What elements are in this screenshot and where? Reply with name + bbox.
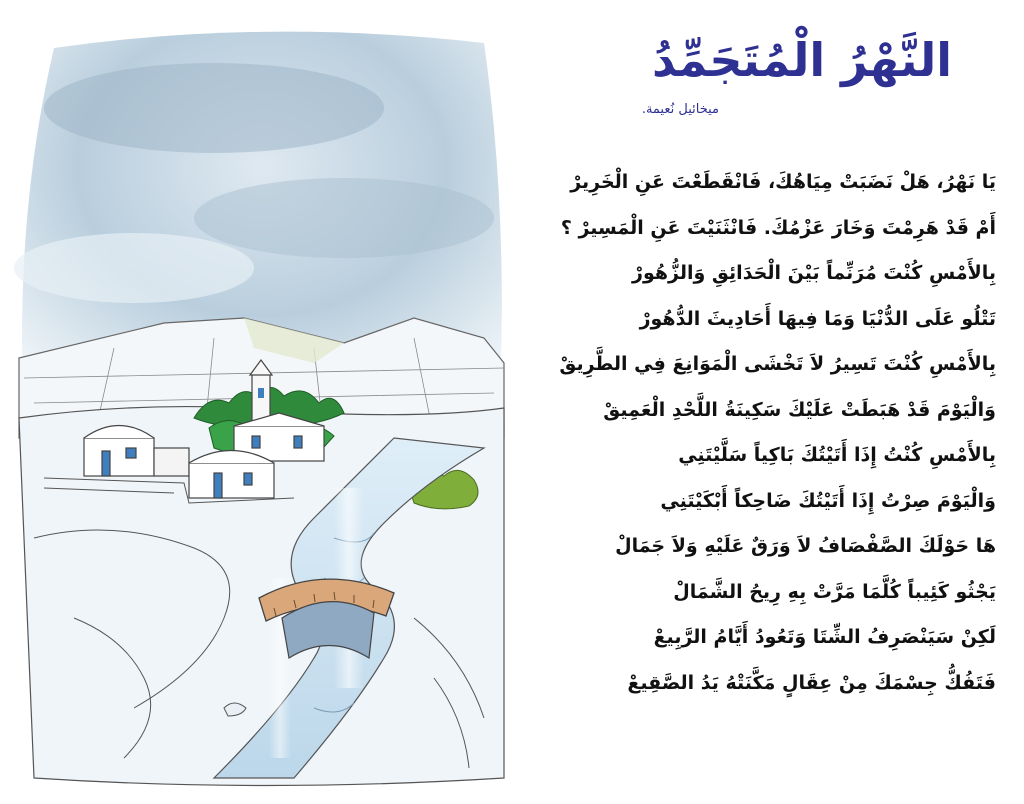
poem-verse: أَمْ قَدْ هَرِمْتَ وَخَارَ عَزْمُكَ. فَانْثَنَيْتَ عَنِ الْمَسِيرْ ؟ <box>560 216 996 239</box>
poem-verse: لَكِنْ سَيَنْصَرِفُ الشِّتَا وَتَعُودُ أَيَّامُ الرَّبِيعْ <box>653 626 996 648</box>
poem-body <box>526 160 996 706</box>
poem-verse: تَتْلُو عَلَى الدُّنْيَا وَمَا فِيهَا أَحَادِيثَ الدُّهُورْ <box>639 307 996 330</box>
frozen-river-illustration <box>14 18 514 788</box>
poem-verse: هَا حَوْلَكَ الصَّفْصَافُ لاَ وَرَقٌ عَلَيْهِ وَلاَ جَمَالْ <box>615 535 996 557</box>
landscape-drawing <box>14 18 514 788</box>
poem-verse: وَالْيَوْمَ قَدْ هَبَطَتْ عَلَيْكَ سَكِينَةُ اللَّحْدِ الْعَمِيقْ <box>603 398 996 421</box>
poem-verse: بِالأَمْسِ كُنْتَ مُرَنِّماً بَيْنَ الْحَدَائِقِ وَالزُّهُورْ <box>632 262 996 284</box>
poem-title: النَّهْرُ الْمُتَجَمِّدُ <box>651 33 952 87</box>
cloud-dark <box>194 178 494 258</box>
poem-verse: وَالْيَوْمَ صِرْتُ إِذَا أَتَيْتُكَ ضَاحِكاً أَبْكَيْتَنِي <box>660 489 996 512</box>
poem-author: ميخائيل نُعيمة. <box>641 102 719 117</box>
poem-verse: بِالأَمْسِ كُنْتُ إِذَا أَتَيْتُكَ بَاكِياً سَلَّيْتَنِي <box>678 444 996 466</box>
poem-verse: بِالأَمْسِ كُنْتَ تَسِيرُ لاَ تَخْشَى الْمَوَانِعَ فِي الطَّرِيقْ <box>559 353 996 375</box>
cloud-dark <box>44 63 384 153</box>
poem-verse: فَتَفُكُّ جِسْمَكَ مِنْ عِقَالٍ مَكَّنَتْهُ يَدُ الصَّقِيعْ <box>627 671 996 694</box>
house-front <box>189 451 274 499</box>
poem-verse: يَجْثُو كَئِيباً كُلَّمَا مَرَّتْ بِهِ رِيحُ الشَّمَالْ <box>673 580 996 603</box>
cloud-light <box>14 233 254 303</box>
tower-window <box>258 388 264 398</box>
poem-verse: يَا نَهْرُ، هَلْ نَضَبَتْ مِيَاهُكَ، فَانْقَطَعْتَ عَنِ الْخَرِيرْ <box>570 171 996 193</box>
